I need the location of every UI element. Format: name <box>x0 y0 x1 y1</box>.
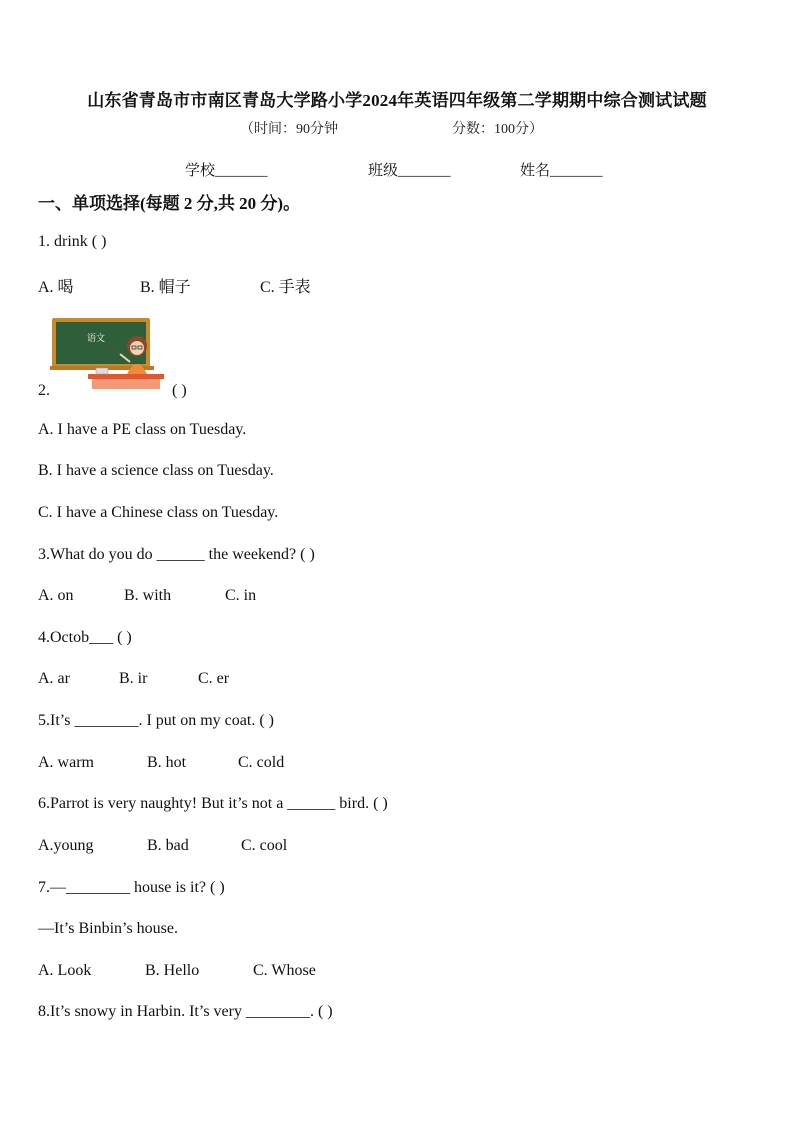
q5-option-c: C. cold <box>238 754 285 771</box>
question-8: 8.It’s snowy in Harbin. It’s very ________. ( ) <box>38 1003 333 1020</box>
q6-option-b: B. bad <box>147 837 189 854</box>
q2-option-a: A. I have a PE class on Tuesday. <box>38 421 247 438</box>
q4-option-a: A. ar <box>38 670 70 687</box>
q3-option-c: C. in <box>225 587 257 604</box>
q6-option-a: A.young <box>38 837 94 854</box>
section-title: 一、单项选择(每题 2 分,共 20 分)。 <box>38 194 301 213</box>
q4-option-b: B. ir <box>119 670 148 687</box>
page-title: 山东省青岛市市南区青岛大学路小学2024年英语四年级第二学期期中综合测试试题 <box>87 91 707 110</box>
q7-option-c: C. Whose <box>253 962 316 979</box>
q2-option-c: C. I have a Chinese class on Tuesday. <box>38 504 279 521</box>
question-2-paren: ( ) <box>172 382 187 399</box>
question-4: 4.Octob___ ( ) <box>38 629 132 646</box>
q5-option-b: B. hot <box>147 754 187 771</box>
q4-option-c: C. er <box>198 670 230 687</box>
question-7-reply: —It’s Binbin’s house. <box>38 920 179 937</box>
q1-option-b: B. 帽子 <box>140 279 191 296</box>
exam-time: （时间：90分钟 <box>240 122 338 137</box>
question-5: 5.It’s ________. I put on my coat. ( ) <box>38 712 274 729</box>
question-7: 7.—________ house is it? ( ) <box>38 879 225 896</box>
q3-option-b: B. with <box>124 587 172 604</box>
teacher-blackboard-image <box>50 316 168 392</box>
class-field: 班级_______ <box>368 163 451 179</box>
question-3: 3.What do you do ______ the weekend? ( ) <box>38 546 315 563</box>
blackboard-label: 语文 <box>86 334 106 344</box>
exam-score: 分数：100分） <box>452 122 543 137</box>
q2-option-b: B. I have a science class on Tuesday. <box>38 462 274 479</box>
q1-option-a: A. 喝 <box>38 279 74 296</box>
q7-option-a: A. Look <box>38 962 92 979</box>
q7-option-b: B. Hello <box>145 962 200 979</box>
q6-option-c: C. cool <box>241 837 288 854</box>
q1-option-c: C. 手表 <box>260 279 311 296</box>
question-6: 6.Parrot is very naughty! But it’s not a ______ bird. ( ) <box>38 795 388 812</box>
name-field: 姓名_______ <box>520 163 603 179</box>
q5-option-a: A. warm <box>38 754 94 771</box>
school-field: 学校_______ <box>185 163 268 179</box>
question-1: 1. drink ( ) <box>38 233 107 250</box>
question-2-number: 2. <box>38 382 50 399</box>
q3-option-a: A. on <box>38 587 74 604</box>
